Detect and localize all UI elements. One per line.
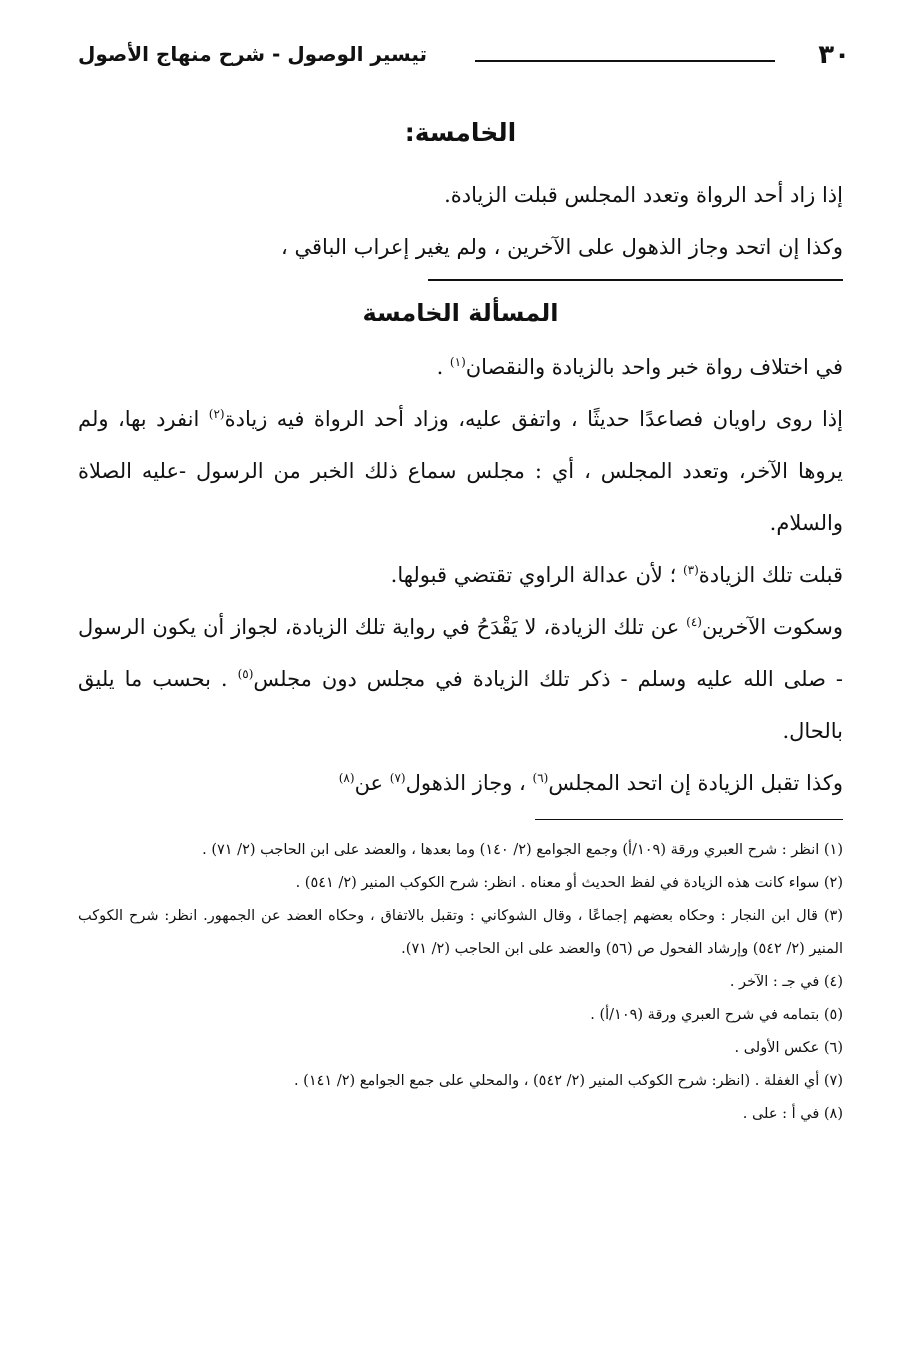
sharh-p5-c: عن (354, 771, 390, 795)
footnote-ref-7: (٧) (389, 771, 406, 785)
matn-divider (428, 279, 843, 281)
sharh-paragraph-1 (78, 341, 843, 393)
sharh-paragraph-2 (78, 393, 843, 549)
sharh-p2-a: إذا روى راويان فصاعدًا حديثًا ، واتفق عليه، وزاد أحد الرواة فيه زيادة (224, 407, 843, 431)
sharh-p1-text: في اختلاف رواة خبر واحد بالزيادة والنقصان (465, 355, 843, 379)
footnote-divider (535, 819, 843, 820)
sharh-p3-a: قبلت تلك الزيادة (698, 563, 843, 587)
footnote-ref-6: (٦) (532, 771, 549, 785)
sharh-p5-b: ، وجاز الذهول (405, 771, 533, 795)
sharh-p3-b: ؛ لأن عدالة الراوي تقتضي قبولها. (390, 563, 683, 587)
footnote-8: (٨) في أ : على . (742, 1106, 843, 1122)
sharh-p1-end: . (436, 355, 450, 379)
running-title: تيسير الوصول - شرح منهاج الأصول (78, 42, 428, 66)
page-number: ٣٠ (818, 40, 850, 70)
footnotes (78, 834, 843, 1131)
footnote-2: (٢) سواء كانت هذه الزيادة في لفظ الحديث أو معناه . انظر: شرح الكوكب المنير (٢/ ٥٤١) . (295, 875, 843, 891)
matn-line-2: وكذا إن اتحد وجاز الذهول على الآخرين ، ولم يغير إعراب الباقي ، (281, 235, 843, 259)
footnote-ref-4: (٤) (686, 615, 702, 629)
matn-line-1: إذا زاد أحد الرواة وتعدد المجلس قبلت الزيادة. (444, 183, 843, 207)
sharh-p2-b: انفرد بها، ولم يروها الآخر، وتعدد المجلس ، أي : مجلس سماع ذلك الخبر من الرسول -عليه الصلاة والسلام. (78, 407, 843, 535)
footnote-ref-2: (٢) (208, 407, 225, 421)
footnote-ref-8: (٨) (338, 771, 355, 785)
footnote-ref-5: (٥) (237, 667, 254, 681)
page-content (78, 118, 843, 1131)
sharh-paragraph-4 (78, 601, 843, 757)
footnote-3: (٣) قال ابن النجار : وحكاه بعضهم إجماعًا ، وقال الشوكاني : وتقبل بالاتفاق ، وحكاه العضد عن الجمهور. انظر: شرح الكوكب المنير (٢/ ٥٤٢) وإرشاد الفحول ص (٥٦) والعضد على ابن الحاجب (٢/ ٧١). (78, 908, 843, 957)
footnote-7: (٧) أي الغفلة . (انظر: شرح الكوكب المنير (٢/ ٥٤٢) ، والمحلي على جمع الجوامع (٢/ ١٤١) . (293, 1073, 843, 1089)
sharh-paragraph-5 (78, 757, 843, 809)
footnote-5: (٥) بتمامه في شرح العبري ورقة (١٠٩/أ) . (590, 1007, 843, 1023)
sharh-p4-b: عن تلك الزيادة، لا يَقْدَحُ في رواية تلك الزيادة، لجواز أن يكون الرسول - صلى الله عليه وسلم - ذكر تلك الزيادة في مجلس دون مجلس (78, 615, 843, 691)
footnote-4: (٤) في جـ : الآخر . (729, 974, 843, 990)
matn-title: الخامسة: (404, 118, 517, 147)
sharh-title: المسألة الخامسة (362, 299, 559, 327)
sharh-p5-a: وكذا تقبل الزيادة إن اتحد المجلس (548, 771, 843, 795)
footnote-6: (٦) عكس الأولى . (734, 1040, 843, 1056)
page-header (70, 38, 850, 78)
header-rule (475, 60, 775, 62)
sharh-p4-a: وسكوت الآخرين (701, 615, 843, 639)
sharh-p4-c: . بحسب ما يليق بالحال. (78, 667, 843, 743)
sharh-paragraph-3 (78, 549, 843, 601)
footnote-ref-1: (١) (449, 355, 466, 369)
footnote-ref-3: (٣) (682, 563, 699, 577)
footnote-1: (١) انظر : شرح العبري ورقة (١٠٩/أ) وجمع الجوامع (٢/ ١٤٠) وما بعدها ، والعضد على ابن الحاجب (٢/ ٧١) . (202, 842, 843, 858)
